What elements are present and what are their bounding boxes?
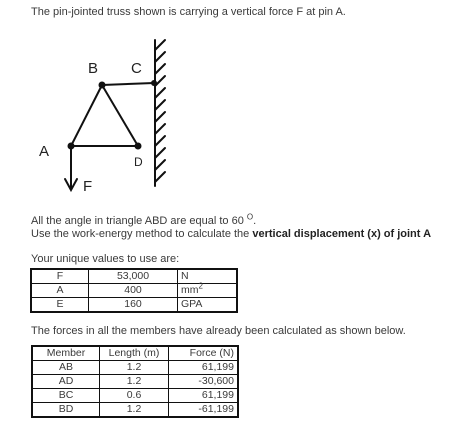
member-cell: BC [32,389,100,403]
member-cell: AD [32,375,100,389]
label-c: C [131,60,142,77]
table-row [31,284,237,298]
column-header: Force (N) [169,346,239,361]
force-cell: -30,600 [169,375,239,389]
table-row [32,389,238,403]
label-f: F [83,178,93,195]
angle-text [31,212,257,228]
method-text [31,228,431,241]
label-d: D [134,155,143,169]
angle-period: . [253,215,257,227]
pin-b [99,82,106,89]
method-plain: Use the work-energy method to calculate the [31,228,253,240]
value-number: 53,000 [89,269,178,284]
label-b: B [88,60,99,77]
value-unit-cell [178,281,238,298]
intro-text: The pin-jointed truss shown is carrying a vertical force F at pin A. [31,6,346,18]
table-row [31,298,237,313]
pin-c [151,80,157,86]
force-cell: 61,199 [169,361,239,375]
truss-diagram [28,28,178,198]
length-cell: 1.2 [100,403,169,418]
table-header-row [32,346,238,361]
angle-sentence: All the angle in triangle ABD are equal to 60 [31,215,244,227]
length-cell: 1.2 [100,361,169,375]
member-bc [102,83,154,85]
value-number: 400 [89,284,178,298]
value-name: F [31,269,89,284]
value-number: 160 [89,298,178,313]
method-bold: vertical displacement (x) of joint A [252,228,432,240]
members-table [31,345,239,418]
value-unit: mm [181,284,199,296]
table-row [32,361,238,375]
forces-heading: The forces in all the members have already been calculated as shown below. [31,325,406,337]
table-row [31,269,237,284]
degree-mark: O [246,212,254,222]
member-cell: BD [32,403,100,418]
force-cell: -61,199 [169,403,239,418]
pin-d [135,143,142,150]
length-cell: 0.6 [100,389,169,403]
force-cell: 61,199 [169,389,239,403]
table-row [32,403,238,418]
value-unit: GPA [178,298,238,313]
table-row [32,375,238,389]
length-cell: 1.2 [100,375,169,389]
member-ab [71,85,102,146]
column-header: Member [32,346,100,361]
wall-hatching [155,40,165,182]
unique-values-table [30,268,238,313]
label-a: A [39,143,50,160]
value-name: A [31,284,89,298]
value-unit: N [178,269,238,284]
member-bd [102,85,138,146]
column-header: Length (m) [100,346,169,361]
pin-a [68,143,75,150]
unique-heading: Your unique values to use are: [31,253,180,265]
member-cell: AB [32,361,100,375]
value-unit-exponent: 2 [198,281,203,291]
value-name: E [31,298,89,313]
